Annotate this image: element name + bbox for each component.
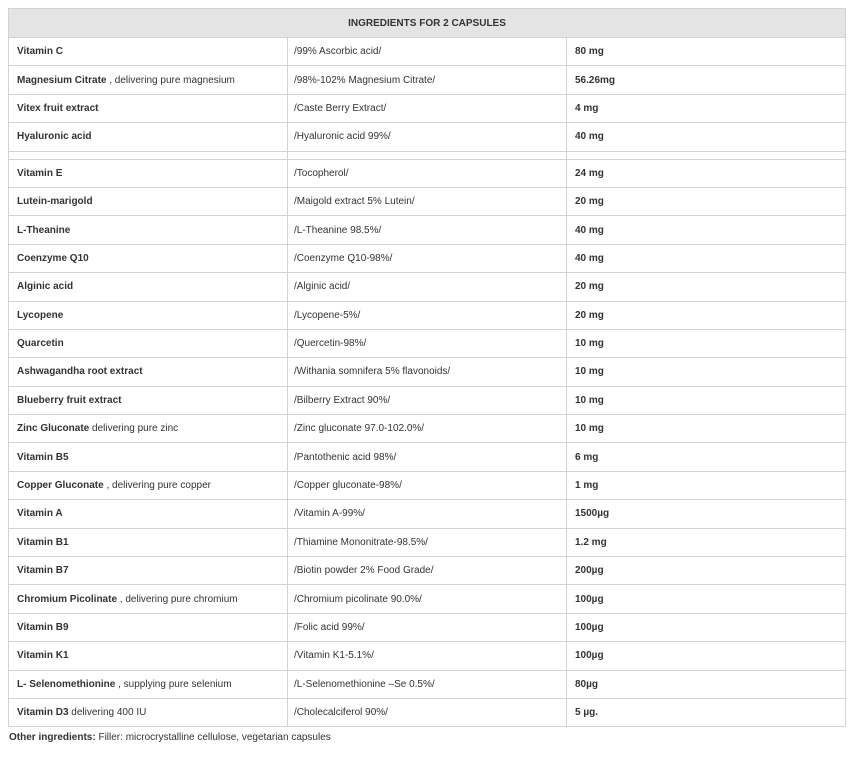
- ingredient-note: , delivering pure magnesium: [106, 74, 235, 86]
- ingredient-source: /99% Ascorbic acid/: [288, 38, 567, 66]
- table-row: [9, 244, 846, 272]
- ingredient-amount: 80µg: [567, 670, 846, 698]
- ingredient-amount: 1500µg: [567, 500, 846, 528]
- table-row: [9, 329, 846, 357]
- table-row: [9, 698, 846, 726]
- ingredient-name-cell: [9, 329, 288, 357]
- table-row: [9, 585, 846, 613]
- ingredient-name: Hyaluronic acid: [17, 131, 92, 143]
- ingredient-name-cell: [9, 670, 288, 698]
- ingredient-name-cell: [9, 187, 288, 215]
- spacer-cell: [567, 151, 846, 159]
- ingredient-source: /Cholecalciferol 90%/: [288, 698, 567, 726]
- ingredient-name: Lutein-marigold: [17, 196, 93, 208]
- ingredient-source: /Vitamin K1-5.1%/: [288, 642, 567, 670]
- ingredient-note: delivering pure zinc: [89, 423, 179, 435]
- ingredient-source: /Coenzyme Q10-98%/: [288, 244, 567, 272]
- ingredient-name-cell: [9, 66, 288, 94]
- ingredient-amount: 40 mg: [567, 123, 846, 151]
- ingredient-amount: 4 mg: [567, 94, 846, 122]
- ingredient-amount: 100µg: [567, 613, 846, 641]
- ingredient-source: /Chromium picolinate 90.0%/: [288, 585, 567, 613]
- ingredient-source: /Quercetin-98%/: [288, 329, 567, 357]
- ingredient-source: /98%-102% Magnesium Citrate/: [288, 66, 567, 94]
- ingredient-amount: 200µg: [567, 557, 846, 585]
- ingredient-amount: 100µg: [567, 642, 846, 670]
- ingredient-name: Vitamin K1: [17, 650, 69, 662]
- ingredient-source: /Maigold extract 5% Lutein/: [288, 187, 567, 215]
- ingredient-note: delivering 400 IU: [68, 707, 147, 719]
- ingredient-source: /Alginic acid/: [288, 273, 567, 301]
- ingredient-amount: 10 mg: [567, 386, 846, 414]
- ingredient-name-cell: [9, 500, 288, 528]
- ingredients-table: [8, 8, 846, 727]
- spacer-row: [9, 151, 846, 159]
- table-row: [9, 557, 846, 585]
- ingredient-name-cell: [9, 642, 288, 670]
- table-row: [9, 358, 846, 386]
- ingredient-source: /Lycopene-5%/: [288, 301, 567, 329]
- table-header: INGREDIENTS FOR 2 CAPSULES: [9, 9, 846, 38]
- ingredient-source: /Zinc gluconate 97.0-102.0%/: [288, 415, 567, 443]
- ingredient-name-cell: [9, 443, 288, 471]
- ingredient-note: , delivering pure copper: [103, 480, 211, 492]
- table-row: [9, 613, 846, 641]
- ingredient-name-cell: [9, 301, 288, 329]
- other-ingredients-label: Other ingredients:: [9, 732, 96, 743]
- table-row: [9, 159, 846, 187]
- ingredient-name: Zinc Gluconate: [17, 423, 90, 435]
- ingredient-amount: 20 mg: [567, 187, 846, 215]
- ingredient-source: /Thiamine Mononitrate-98.5%/: [288, 528, 567, 556]
- ingredient-source: /Bilberry Extract 90%/: [288, 386, 567, 414]
- ingredient-amount: 1 mg: [567, 471, 846, 499]
- ingredient-name-cell: [9, 528, 288, 556]
- table-row: [9, 123, 846, 151]
- table-body: [9, 38, 846, 727]
- ingredient-note: , supplying pure selenium: [115, 678, 232, 690]
- ingredient-source: /L-Selenomethionine –Se 0.5%/: [288, 670, 567, 698]
- ingredient-name-cell: [9, 415, 288, 443]
- table-row: [9, 301, 846, 329]
- ingredient-name-cell: [9, 557, 288, 585]
- ingredient-name-cell: [9, 471, 288, 499]
- table-row: [9, 500, 846, 528]
- ingredient-name-cell: [9, 273, 288, 301]
- ingredient-amount: 10 mg: [567, 358, 846, 386]
- ingredient-name: Vitex fruit extract: [17, 102, 99, 114]
- table-row: [9, 386, 846, 414]
- ingredient-name: Vitamin C: [17, 46, 63, 58]
- table-header-row: [9, 9, 846, 38]
- table-row: [9, 38, 846, 66]
- table-row: [9, 216, 846, 244]
- spacer-cell: [9, 151, 288, 159]
- ingredient-name-cell: [9, 358, 288, 386]
- ingredient-name-cell: [9, 386, 288, 414]
- ingredient-name: Copper Gluconate: [17, 480, 104, 492]
- table-row: [9, 187, 846, 215]
- ingredient-name: Chromium Picolinate: [17, 593, 118, 605]
- ingredient-name-cell: [9, 123, 288, 151]
- ingredient-source: /Tocopherol/: [288, 159, 567, 187]
- ingredient-name-cell: [9, 244, 288, 272]
- ingredient-source: /Hyaluronic acid 99%/: [288, 123, 567, 151]
- ingredient-amount: 56.26mg: [567, 66, 846, 94]
- ingredient-name: Lycopene: [17, 309, 64, 321]
- ingredient-amount: 5 µg.: [567, 698, 846, 726]
- table-row: [9, 642, 846, 670]
- ingredient-name-cell: [9, 159, 288, 187]
- ingredient-source: /Copper gluconate-98%/: [288, 471, 567, 499]
- other-ingredients-text: Filler: microcrystalline cellulose, vegetarian capsules: [95, 732, 331, 743]
- ingredient-name: Vitamin B9: [17, 622, 69, 633]
- ingredient-name: Magnesium Citrate: [17, 74, 107, 86]
- ingredient-source: /Caste Berry Extract/: [288, 94, 567, 122]
- ingredient-name: Vitamin A: [17, 508, 63, 520]
- ingredient-amount: 80 mg: [567, 38, 846, 66]
- ingredient-amount: 20 mg: [567, 301, 846, 329]
- ingredient-name: Alginic acid: [17, 281, 74, 293]
- ingredient-name: Vitamin D3: [17, 707, 69, 719]
- ingredient-amount: 1.2 mg: [567, 528, 846, 556]
- table-row: [9, 66, 846, 94]
- ingredient-source: /Withania somnifera 5% flavonoids/: [288, 358, 567, 386]
- ingredient-amount: 10 mg: [567, 329, 846, 357]
- ingredient-name: Vitamin E: [17, 167, 63, 179]
- ingredient-amount: 6 mg: [567, 443, 846, 471]
- ingredient-source: /Vitamin A-99%/: [288, 500, 567, 528]
- ingredient-name: Blueberry fruit extract: [17, 394, 122, 406]
- ingredient-name: Vitamin B1: [17, 536, 69, 548]
- ingredient-amount: 100µg: [567, 585, 846, 613]
- ingredient-name-cell: [9, 94, 288, 122]
- ingredient-name-cell: [9, 698, 288, 726]
- table-row: [9, 443, 846, 471]
- table-row: [9, 670, 846, 698]
- ingredient-name: L-Theanine: [17, 224, 71, 236]
- ingredient-source: /Biotin powder 2% Food Grade/: [288, 557, 567, 585]
- table-row: [9, 94, 846, 122]
- ingredient-amount: 20 mg: [567, 273, 846, 301]
- table-row: [9, 471, 846, 499]
- ingredient-source: /L-Theanine 98.5%/: [288, 216, 567, 244]
- ingredient-name: Vitamin B5: [17, 451, 69, 463]
- ingredient-name-cell: [9, 585, 288, 613]
- spacer-cell: [288, 151, 567, 159]
- other-ingredients: [9, 732, 331, 743]
- table-row: [9, 273, 846, 301]
- ingredient-amount: 40 mg: [567, 244, 846, 272]
- ingredient-name-cell: [9, 613, 288, 641]
- ingredient-source: /Folic acid 99%/: [288, 613, 567, 641]
- ingredient-amount: 40 mg: [567, 216, 846, 244]
- ingredient-name-cell: [9, 38, 288, 66]
- table-row: [9, 528, 846, 556]
- ingredient-amount: 24 mg: [567, 159, 846, 187]
- ingredient-name: Vitamin B7: [17, 565, 69, 577]
- ingredient-name-cell: [9, 216, 288, 244]
- ingredients-section: [8, 8, 846, 727]
- ingredient-name: Ashwagandha root extract: [17, 366, 143, 378]
- ingredient-name: Coenzyme Q10: [17, 252, 89, 264]
- ingredient-name: L- Selenomethionine: [17, 678, 116, 690]
- ingredient-amount: 10 mg: [567, 415, 846, 443]
- ingredient-source: /Pantothenic acid 98%/: [288, 443, 567, 471]
- ingredient-note: , delivering pure chromium: [117, 593, 238, 605]
- table-row: [9, 415, 846, 443]
- ingredient-name: Quarcetin: [17, 338, 64, 350]
